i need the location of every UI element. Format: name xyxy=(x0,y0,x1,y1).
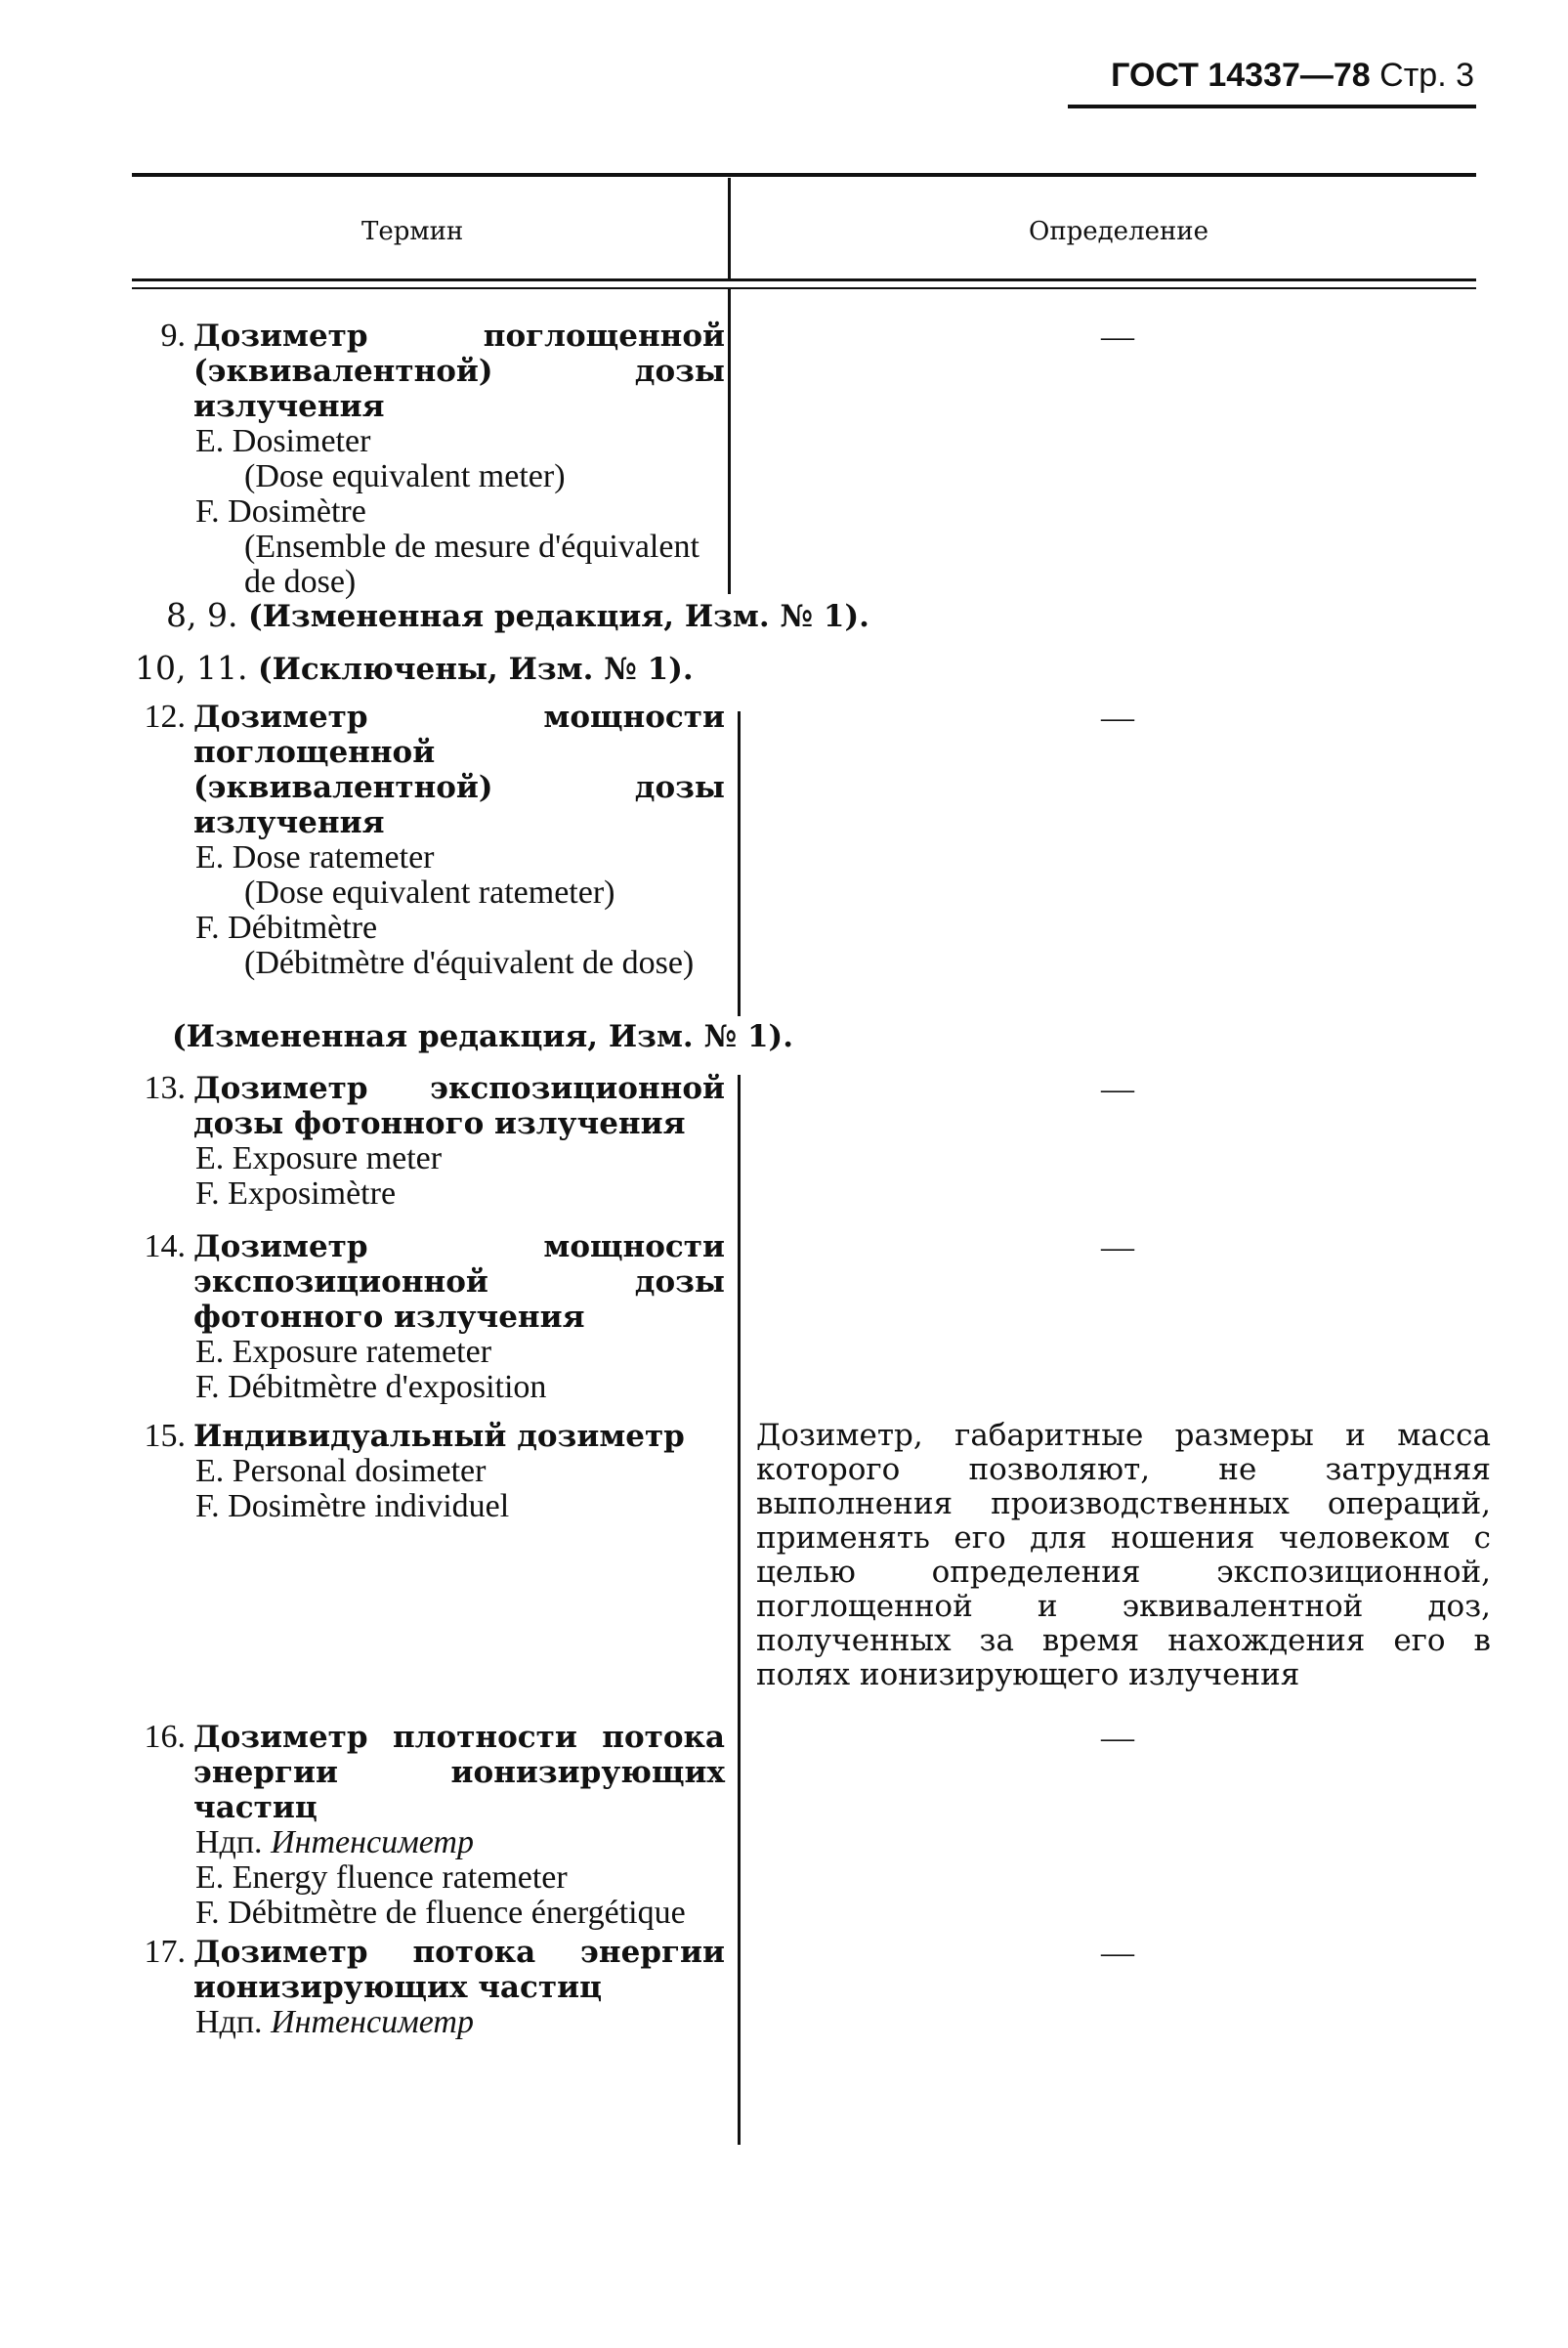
note-text: (Измененная редакция, Изм. № 1). xyxy=(247,599,869,634)
english-term: E. Personal dosimeter xyxy=(195,1453,487,1489)
term-number: 12. xyxy=(144,699,186,735)
english-term: E. Energy fluence ratemeter xyxy=(195,1859,568,1896)
header-rule xyxy=(1068,105,1476,108)
french-term: F. Dosimètre xyxy=(195,493,366,530)
column-header-definition: Определение xyxy=(1029,217,1209,246)
term-entry xyxy=(127,319,725,600)
page-number: Стр. 3 xyxy=(1379,57,1474,94)
deprecated-term xyxy=(127,1825,725,1860)
definition-dash: — xyxy=(1101,1720,1134,1756)
note-numbers: 8, 9. xyxy=(166,596,238,634)
deprecated-term-text: Интенсиметр xyxy=(271,2004,474,2040)
deprecated-term xyxy=(127,2005,725,2040)
deprecated-term-text: Интенсиметр xyxy=(271,1824,474,1860)
term-title: Дозиметр мощности экспозиционной дозы фотонного излучения xyxy=(193,1229,725,1335)
table-header-rule-double xyxy=(132,287,1476,289)
term-entry xyxy=(127,1720,725,1931)
french-term-alt: (Ensemble de mesure d'équivalent de dose) xyxy=(244,529,699,600)
term-title: Дозиметр потока энергии ионизирующих частиц xyxy=(193,1935,725,2005)
term-number: 15. xyxy=(144,1418,186,1454)
term-number: 9. xyxy=(160,318,186,354)
term-entry xyxy=(127,1419,725,1524)
term-entry xyxy=(127,1229,725,1405)
note-text: (Исключены, Изм. № 1). xyxy=(257,652,694,687)
term-entry xyxy=(127,1935,725,2040)
term-title: Дозиметр мощности поглощенной (эквивалентной) дозы излучения xyxy=(193,700,725,840)
definition-dash: — xyxy=(1101,1935,1134,1971)
french-term: F. Débitmètre d'exposition xyxy=(195,1369,547,1405)
english-term: E. Dose ratemeter xyxy=(195,839,435,875)
definition-dash: — xyxy=(1101,319,1134,355)
note-text: (Измененная редакция, Изм. № 1). xyxy=(172,1019,793,1054)
english-term: E. Exposure ratemeter xyxy=(195,1334,492,1370)
standard-number: ГОСТ 14337—78 xyxy=(1111,57,1371,94)
term-title: Дозиметр экспозиционной дозы фотонного излучения xyxy=(193,1071,725,1141)
column-divider xyxy=(728,178,731,278)
amendment-note xyxy=(166,596,869,634)
term-number: 16. xyxy=(144,1719,186,1755)
english-term: E. Exposure meter xyxy=(195,1140,443,1176)
definition-dash: — xyxy=(1101,700,1134,736)
table-header-rule xyxy=(132,278,1476,281)
french-term: F. Débitmètre xyxy=(195,910,378,946)
deprecated-label: Ндп. xyxy=(195,1824,263,1860)
english-term-alt: (Dose equivalent ratemeter) xyxy=(244,875,615,911)
note-numbers: 10, 11. xyxy=(135,649,248,687)
deprecated-label: Ндп. xyxy=(195,2004,263,2040)
term-title: Дозиметр поглощенной (эквивалентной) дозы излучения xyxy=(193,319,725,424)
definition-dash: — xyxy=(1101,1071,1134,1107)
column-divider xyxy=(728,289,731,594)
term-number: 14. xyxy=(144,1228,186,1264)
term-number: 13. xyxy=(144,1070,186,1106)
page-header xyxy=(1111,57,1474,95)
term-title: Индивидуальный дозиметр xyxy=(193,1419,685,1454)
term-entry xyxy=(127,1071,725,1212)
definition-text: Дозиметр, габаритные размеры и масса которого позволяют, не затрудняя выполнения производственных операций, применять его для ношения человеком с целью определения экспозиционной, поглощенной и эквивалентной доз, полученных за время нахождения его в полях ионизирующего излучения xyxy=(756,1418,1491,1692)
table-top-rule xyxy=(132,173,1476,177)
term-title: Дозиметр плотности потока энергии ионизирующих частиц xyxy=(193,1720,725,1825)
amendment-note xyxy=(172,1016,793,1054)
term-entry xyxy=(127,700,725,981)
column-header-term: Термин xyxy=(361,217,464,246)
definition-dash: — xyxy=(1101,1229,1134,1265)
column-divider xyxy=(738,1075,741,2145)
column-divider xyxy=(738,711,741,1016)
english-term-alt: (Dose equivalent meter) xyxy=(244,458,566,494)
french-term: F. Débitmètre de fluence énergétique xyxy=(195,1895,686,1931)
french-term: F. Dosimètre individuel xyxy=(195,1488,510,1524)
amendment-note xyxy=(135,649,694,687)
french-term-alt: (Débitmètre d'équivalent de dose) xyxy=(244,945,695,981)
french-term: F. Exposimètre xyxy=(195,1175,397,1212)
term-number: 17. xyxy=(144,1934,186,1970)
english-term: E. Dosimeter xyxy=(195,423,371,459)
